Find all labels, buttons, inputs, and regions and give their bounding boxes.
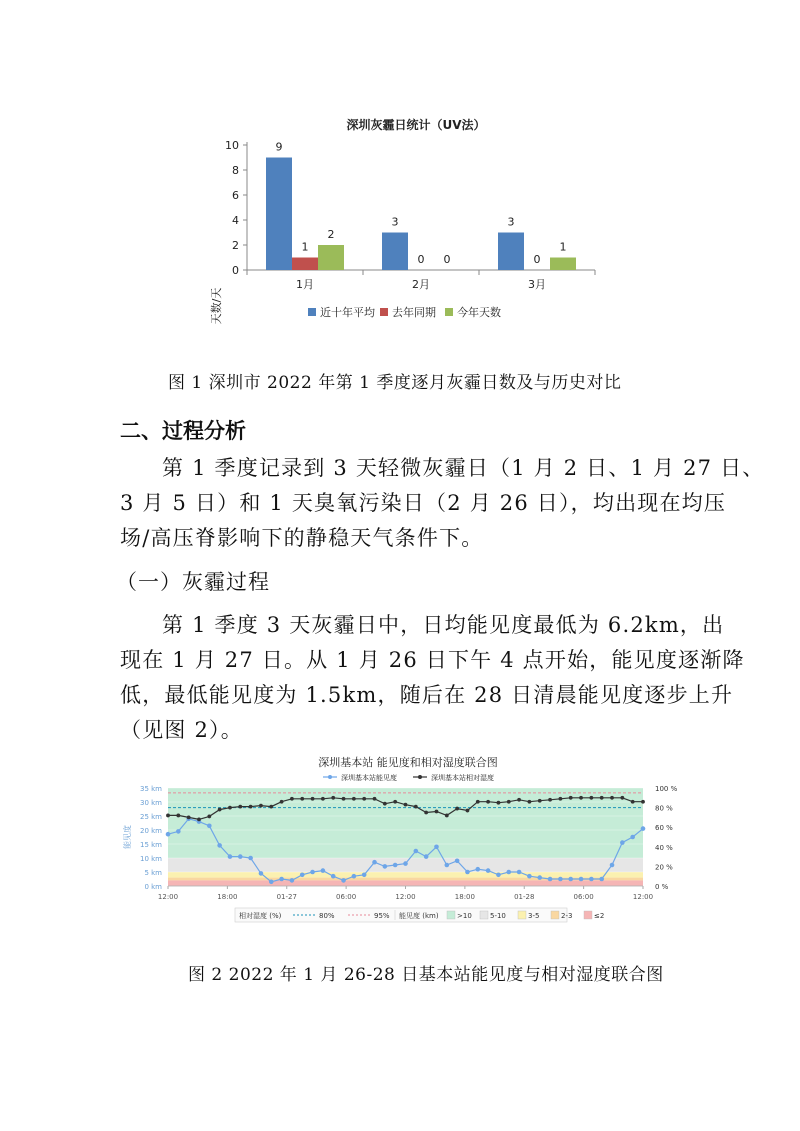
para1-line3: 场/高压脊影响下的静稳天气条件下。: [120, 526, 484, 550]
chart1-legend-swatch: [380, 308, 388, 316]
chart2-data-point: [176, 829, 181, 834]
chart2-data-point: [486, 800, 490, 804]
chart2-data-point: [259, 804, 263, 808]
chart2-data-point: [424, 854, 429, 859]
chart2-data-point: [373, 797, 377, 801]
chart1-y-tick-label: 4: [232, 214, 239, 227]
chart1-bar-value-label: 9: [275, 140, 283, 154]
chart2-visibility-band: [168, 880, 643, 886]
chart2-data-point: [435, 810, 439, 814]
chart2-band-legend-label: 2-3: [561, 912, 573, 920]
section-heading: 二、过程分析: [120, 419, 246, 443]
chart1-bar-value-label: 0: [533, 253, 541, 266]
chart2-visibility-band: [168, 872, 643, 878]
chart2-data-point: [321, 868, 326, 873]
chart2-data-point: [300, 873, 305, 878]
chart2-data-point: [599, 877, 604, 882]
chart2-band-legend-swatch: [447, 911, 455, 919]
chart2-data-point: [331, 796, 335, 800]
chart1-ylabel: 天数/天: [210, 287, 223, 325]
chart2-right-tick-label: 0 %: [655, 883, 669, 891]
chart2-data-point: [600, 796, 604, 800]
chart2-data-point: [228, 854, 233, 859]
chart2-data-point: [166, 814, 170, 818]
chart1-bar-value-label: 1: [301, 240, 309, 254]
chart1-bar-value-label: 1: [559, 240, 567, 254]
chart2-data-point: [249, 805, 253, 809]
chart2-left-tick-label: 25 km: [139, 813, 162, 821]
chart2-data-point: [528, 800, 532, 804]
para1-line1: 第 1 季度记录到 3 天轻微灰霾日（1 月 2 日、1 月 27 日、: [162, 456, 765, 480]
chart2-data-point: [579, 877, 584, 882]
chart2-data-point: [630, 835, 635, 840]
chart1-y-tick-label: 10: [225, 139, 239, 152]
chart2-x-tick-label: 12:00: [395, 893, 416, 901]
chart1-category-label: 1月: [296, 278, 314, 291]
chart2-data-point: [290, 797, 294, 801]
chart2-data-point: [517, 798, 521, 802]
chart2-data-point: [393, 800, 397, 804]
chart2-data-point: [362, 873, 367, 878]
chart2-reference-legend-label: 80%: [319, 912, 335, 920]
chart2-data-point: [497, 801, 501, 805]
chart2-data-point: [403, 861, 408, 866]
chart1-bar-value-label: 2: [327, 228, 335, 241]
chart2-humidity-legend-title: 相对湿度 (%): [239, 912, 282, 920]
chart2-data-point: [248, 856, 253, 861]
chart2-data-point: [414, 849, 419, 854]
chart2-reference-legend-label: 95%: [374, 912, 390, 920]
chart2-data-point: [641, 800, 645, 804]
chart2-band-legend-label: 3-5: [528, 912, 540, 920]
chart2-data-point: [383, 802, 387, 806]
chart2-data-point: [548, 798, 552, 802]
chart2-data-point: [341, 878, 346, 883]
chart1-bar-value-label: 0: [443, 253, 451, 266]
chart2-data-point: [269, 805, 273, 809]
chart2-x-tick-label: 18:00: [217, 893, 238, 901]
chart2-data-point: [279, 877, 284, 882]
chart2-data-point: [517, 870, 522, 875]
chart2-data-point: [176, 814, 180, 818]
chart1-bar-value-label: 0: [417, 253, 425, 266]
chart2-data-point: [187, 816, 191, 820]
chart2-data-point: [610, 796, 614, 800]
chart2-data-point: [372, 860, 377, 865]
chart2-data-point: [238, 805, 242, 809]
chart2-left-tick-label: 0 km: [144, 883, 162, 891]
chart2-data-point: [455, 859, 460, 864]
chart2-data-point: [197, 817, 201, 821]
chart2-band-legend-label: >10: [457, 912, 472, 920]
chart2-legend-marker: [328, 775, 332, 779]
chart1-legend-swatch: [445, 308, 453, 316]
chart2-data-point: [620, 840, 625, 845]
para2-line4: （见图 2）。: [120, 718, 243, 742]
chart2-legend-label: 深圳基本站能见度: [341, 774, 397, 782]
chart2-data-point: [207, 824, 212, 829]
chart1-y-tick-label: 8: [232, 164, 239, 177]
chart2-data-point: [228, 806, 232, 810]
chart2-data-point: [434, 845, 439, 850]
chart1-y-tick-label: 2: [232, 239, 239, 252]
chart2-data-point: [300, 797, 304, 801]
chart2-data-point: [465, 870, 470, 875]
chart2-data-point: [538, 799, 542, 803]
chart1-bar-value-label: 3: [391, 215, 399, 229]
chart2-data-point: [476, 800, 480, 804]
chart2-band-legend-swatch: [584, 911, 592, 919]
chart2-left-tick-label: 35 km: [139, 785, 162, 793]
chart1-legend-label: 去年同期: [392, 306, 436, 319]
chart2-left-tick-label: 15 km: [139, 841, 162, 849]
chart2-band-legend-label: ≤2: [594, 912, 605, 920]
chart2-data-point: [166, 832, 171, 837]
chart1-legend-label: 近十年平均: [320, 306, 375, 319]
chart2-visibility-legend-title: 能见度 (km): [399, 912, 439, 920]
chart2-left-tick-label: 20 km: [139, 827, 162, 835]
chart2-data-point: [506, 870, 511, 875]
chart2-data-point: [217, 843, 222, 848]
chart2-x-tick-label: 01-27: [276, 893, 297, 901]
chart1-bar-value-label: 3: [507, 215, 515, 229]
chart2-data-point: [589, 796, 593, 800]
chart2-band-legend-swatch: [518, 911, 526, 919]
chart1-legend-label: 今年天数: [457, 306, 501, 319]
chart1-legend-swatch: [308, 308, 316, 316]
para2-line1: 第 1 季度 3 天灰霾日中，日均能见度最低为 6.2km，出: [162, 613, 725, 637]
chart2-data-point: [383, 864, 388, 869]
chart2-data-point: [579, 796, 583, 800]
chart2-data-point: [404, 803, 408, 807]
chart2-data-point: [610, 863, 615, 868]
chart1-bar: [318, 245, 344, 270]
chart2-x-tick-label: 01-28: [514, 893, 535, 901]
chart1-bar: [292, 258, 318, 271]
chart2-legend-marker: [418, 775, 422, 779]
chart1-y-tick-label: 6: [232, 189, 239, 202]
chart2-data-point: [207, 815, 211, 819]
chart2-left-tick-label: 30 km: [139, 799, 162, 807]
chart2-right-tick-label: 60 %: [655, 824, 673, 833]
para2-line3: 低，最低能见度为 1.5km，随后在 28 日清晨能见度逐步上升: [120, 683, 734, 707]
chart2-data-point: [537, 875, 542, 880]
chart1-bar: [550, 258, 576, 271]
chart2-x-tick-label: 12:00: [632, 893, 654, 901]
chart2-data-point: [569, 796, 573, 800]
chart2-data-point: [414, 805, 418, 809]
chart2-left-tick-label: 5 km: [144, 869, 162, 877]
chart2-data-point: [507, 800, 511, 804]
chart2-data-point: [311, 797, 315, 801]
para2-line2: 现在 1 月 27 日。从 1 月 26 日下午 4 点开始，能见度逐渐降: [120, 648, 745, 672]
chart2-data-point: [466, 809, 470, 813]
chart2-x-tick-label: 06:00: [573, 893, 594, 901]
visibility-humidity-chart: [125, 755, 685, 930]
chart2-left-tick-label: 10 km: [139, 855, 162, 863]
chart2-data-point: [269, 880, 274, 885]
para1-line2: 3 月 5 日）和 1 天臭氧污染日（2 月 26 日），均出现在均压: [120, 491, 727, 515]
chart2-data-point: [445, 863, 450, 868]
chart2-title: 深圳基本站 能见度和相对湿度联合图: [318, 756, 498, 769]
chart2-data-point: [259, 871, 264, 876]
chart2-data-point: [548, 877, 553, 882]
chart2-legend-label: 深圳基本站相对湿度: [431, 774, 494, 782]
chart2-data-point: [475, 867, 480, 872]
chart2-right-tick-label: 80 %: [655, 804, 673, 813]
chart2-data-point: [321, 797, 325, 801]
chart1-bar: [382, 233, 408, 271]
chart2-band-legend-label: 5-10: [490, 912, 506, 920]
haze-days-bar-chart: [190, 100, 610, 340]
figure1-caption: 图 1 深圳市 2022 年第 1 季度逐月灰霾日数及与历史对比: [168, 373, 622, 393]
chart2-right-tick-label: 100 %: [655, 785, 678, 793]
chart2-data-point: [620, 796, 624, 800]
chart2-data-point: [558, 877, 563, 882]
chart2-data-point: [568, 877, 573, 882]
chart1-bar: [498, 233, 524, 271]
chart2-data-point: [393, 863, 398, 868]
chart2-data-point: [527, 874, 532, 879]
chart2-left-axis-label: 能见度: [123, 825, 132, 849]
chart2-x-tick-label: 06:00: [336, 893, 357, 901]
chart2-band-legend-swatch: [480, 911, 488, 919]
chart1-category-label: 3月: [528, 278, 546, 291]
chart2-right-tick-label: 20 %: [655, 863, 673, 872]
chart2-right-tick-label: 40 %: [655, 843, 673, 852]
chart1-bar: [266, 158, 292, 271]
chart1-category-label: 2月: [412, 278, 430, 291]
figure2-caption: 图 2 2022 年 1 月 26-28 日基本站能见度与相对湿度联合图: [188, 965, 664, 985]
chart2-data-point: [631, 800, 635, 804]
chart2-data-point: [331, 874, 336, 879]
chart2-data-point: [352, 797, 356, 801]
chart2-data-point: [280, 800, 284, 804]
chart2-data-point: [558, 797, 562, 801]
chart2-data-point: [310, 870, 315, 875]
subsection-heading: （一）灰霾过程: [116, 570, 270, 594]
chart2-data-point: [362, 797, 366, 801]
chart2-data-point: [496, 873, 501, 878]
chart2-data-point: [352, 874, 357, 879]
chart2-data-point: [589, 877, 594, 882]
chart2-data-point: [290, 878, 295, 883]
chart2-data-point: [486, 868, 491, 873]
chart2-data-point: [641, 826, 646, 831]
chart2-data-point: [238, 854, 243, 859]
chart2-x-tick-label: 18:00: [454, 893, 475, 901]
chart2-data-point: [342, 797, 346, 801]
chart1-title: 深圳灰霾日统计（UV法）: [346, 118, 486, 132]
chart2-x-tick-label: 12:00: [157, 893, 179, 901]
chart2-band-legend-swatch: [551, 911, 559, 919]
chart1-y-tick-label: 0: [232, 264, 239, 277]
chart2-data-point: [455, 807, 459, 811]
chart2-data-point: [424, 811, 428, 815]
chart2-data-point: [218, 808, 222, 812]
chart2-data-point: [445, 814, 449, 818]
